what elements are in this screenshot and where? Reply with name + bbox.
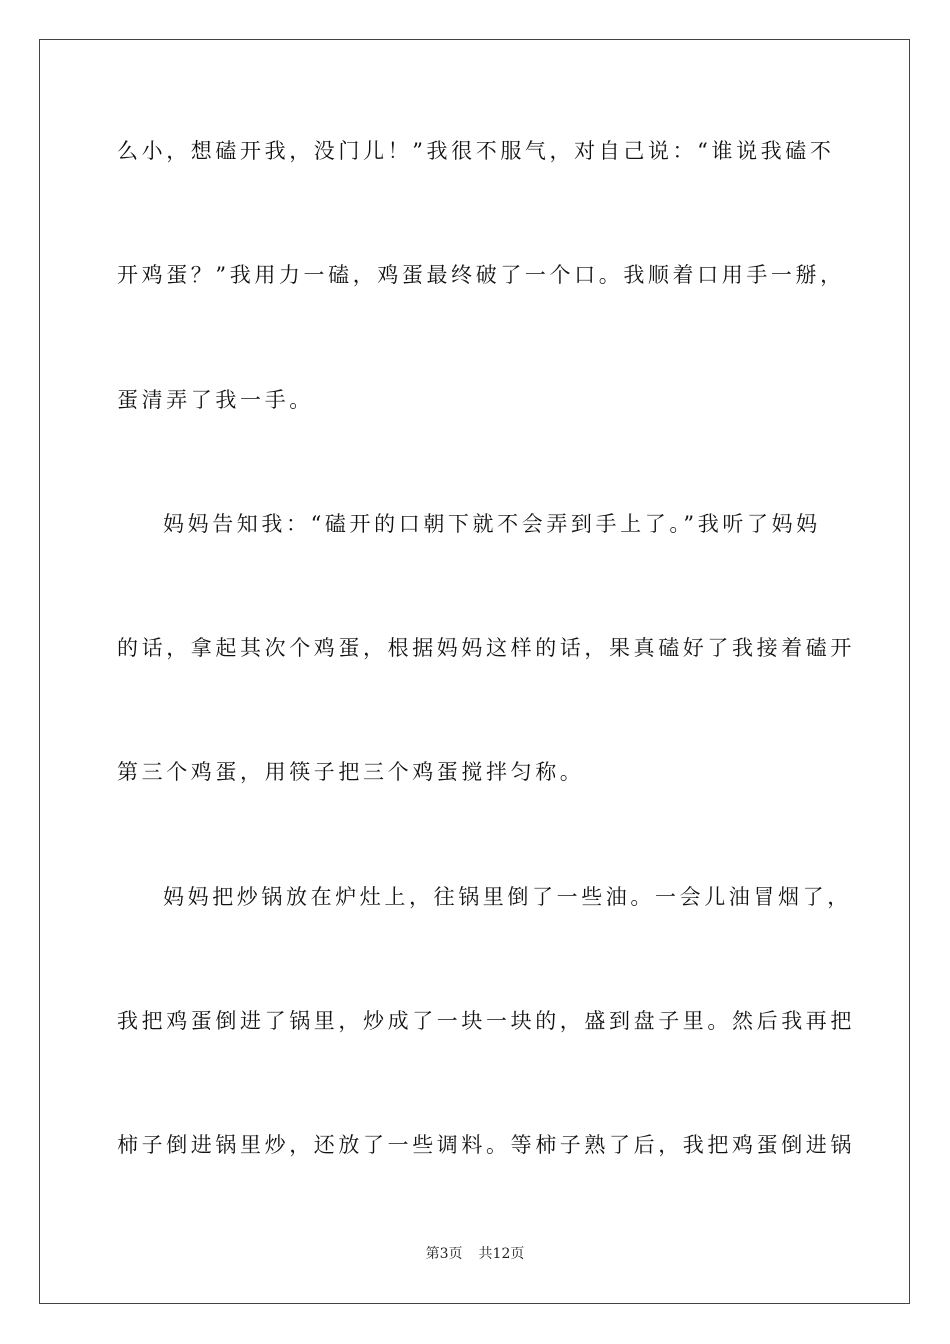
- text-line: 开鸡蛋？”我用力一磕，鸡蛋最终破了一个口。我顺着口用手一掰，: [117, 263, 845, 287]
- page-footer: [0, 1245, 950, 1263]
- paragraph-start-line: 妈妈把炒锅放在炉灶上，往锅里倒了一些油。一会儿油冒烟了，: [163, 885, 852, 909]
- text-line: 蛋清弄了我一手。: [117, 388, 314, 412]
- text-line: 我把鸡蛋倒进了锅里，炒成了一块一块的，盛到盘子里。然后我再把: [117, 1009, 855, 1033]
- text-line: 的话，拿起其次个鸡蛋，根据妈妈这样的话，果真磕好了我接着磕开: [117, 636, 855, 660]
- paragraph-start-line: 妈妈告知我：“磕开的口朝下就不会弄到手上了。”我听了妈妈: [163, 512, 821, 536]
- page-number: 第3页: [425, 1246, 463, 1262]
- page-total: 共12页: [478, 1246, 525, 1262]
- page-border: [39, 39, 910, 1304]
- text-line: 么小，想磕开我，没门儿！”我很不服气，对自己说：“谁说我磕不: [117, 139, 835, 163]
- text-line: 第三个鸡蛋，用筷子把三个鸡蛋搅拌匀称。: [117, 760, 585, 784]
- text-line: 柿子倒进锅里炒，还放了一些调料。等柿子熟了后，我把鸡蛋倒进锅: [117, 1133, 855, 1157]
